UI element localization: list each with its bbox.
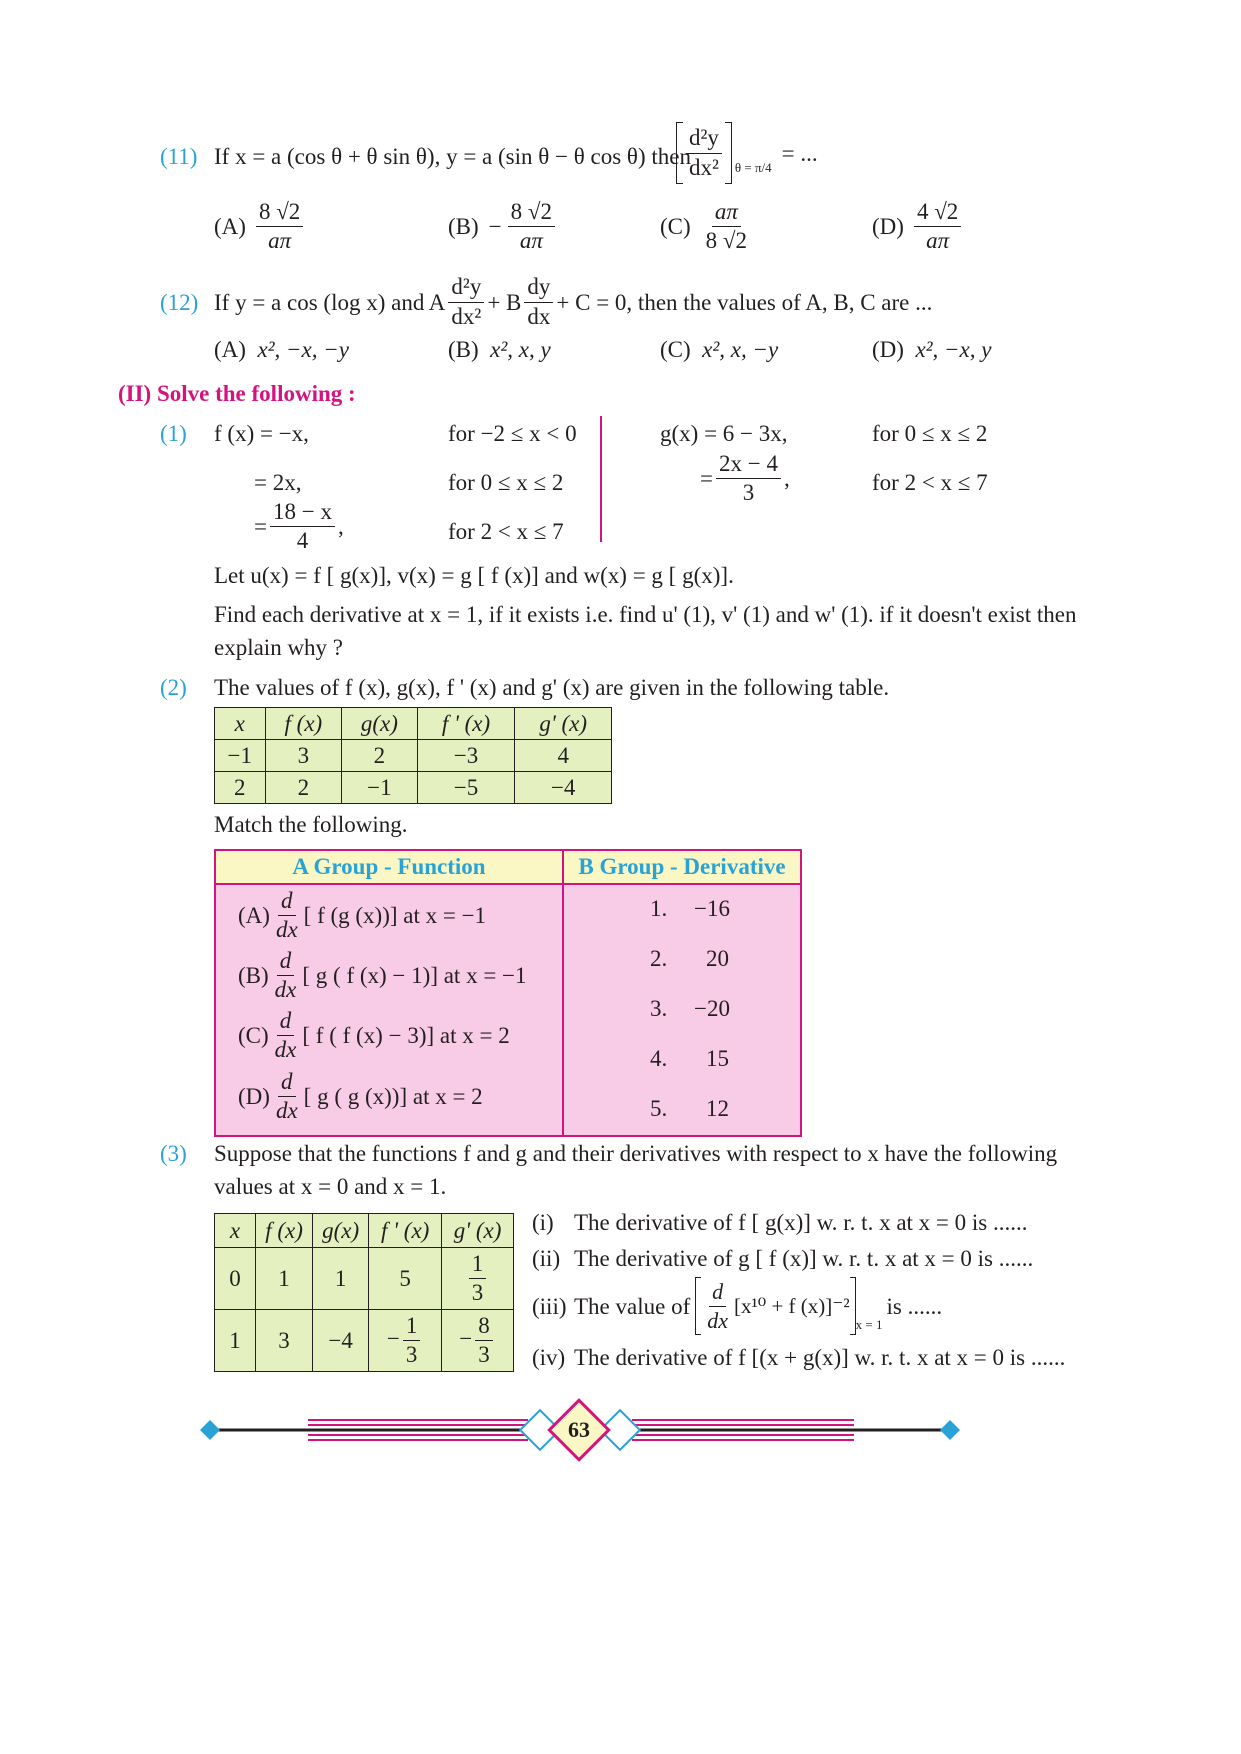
table-cell <box>442 1310 514 1372</box>
left-diamond-icon <box>200 1420 220 1440</box>
option-text: x², x, y <box>490 337 551 362</box>
table-cell: −1 <box>215 740 266 772</box>
p1-f-cond2: for 0 ≤ x ≤ 2 <box>448 470 564 495</box>
p3-value-table <box>214 1213 514 1372</box>
q12-stem-a: If y = a cos (log x) and A <box>214 289 446 315</box>
q12-option-a <box>214 338 349 361</box>
b-item-value: 15 <box>706 1046 729 1071</box>
q11-option-a <box>214 200 306 253</box>
table-header: f ' (x) <box>417 708 515 740</box>
option-sign: − <box>488 214 502 240</box>
a-item-label: (B) <box>238 963 269 989</box>
b-item <box>650 1047 667 1070</box>
sign: − <box>459 1325 473 1351</box>
option-num: 8 √2 <box>256 200 303 227</box>
q11-deriv-num: d²y <box>686 126 722 153</box>
option-label: (A) <box>214 214 246 240</box>
q11-derivative-expr <box>676 122 818 184</box>
p3-number: (3) <box>160 1141 187 1166</box>
frac-den: 3 <box>405 1342 418 1367</box>
p1-g-cond2: for 2 < x ≤ 7 <box>872 470 988 495</box>
table-cell: 1 <box>256 1248 313 1310</box>
table-cell: 3 <box>256 1310 313 1372</box>
b-item-number: 3. <box>650 996 668 1021</box>
option-text: x², −x, y <box>915 337 992 362</box>
d-num: d <box>277 1009 295 1036</box>
item-text: The derivative of g [ f (x)] w. r. t. x at x = 0 is ...... <box>574 1246 1034 1271</box>
frac-den: 3 <box>478 1342 490 1367</box>
q11-eval-at: θ = π/4 <box>734 159 772 175</box>
q12-mid: + B <box>487 289 522 315</box>
table-header: x <box>215 708 266 740</box>
option-label: (C) <box>660 337 691 362</box>
p3-item-i <box>532 1211 1027 1234</box>
divider <box>600 416 602 542</box>
a-item-label: (C) <box>238 1023 269 1049</box>
table-cell: 2 <box>265 772 342 804</box>
a-item-expr: [ f (g (x))] at x = −1 <box>303 903 487 929</box>
q12-option-c <box>660 338 778 361</box>
table-header: f (x) <box>256 1214 313 1248</box>
q12-stem-b: + C = 0, then the values of A, B, C are ... <box>556 289 933 315</box>
option-den: aπ <box>519 228 543 254</box>
table-cell <box>369 1310 442 1372</box>
f-piece3-den: 4 <box>296 528 309 554</box>
table-header: x <box>215 1214 256 1248</box>
match-header-b: B Group - Derivative <box>563 850 801 884</box>
q12-frac2-num: dy <box>524 275 553 302</box>
option-label: (B) <box>448 337 479 362</box>
option-den: aπ <box>926 228 950 254</box>
p2-value-table <box>214 707 612 804</box>
table-header: f (x) <box>265 708 342 740</box>
d-den: dx <box>274 977 297 1003</box>
item-expr: [x¹⁰ + f (x)]⁻² <box>734 1293 850 1318</box>
p2-intro: The values of f (x), g(x), f ' (x) and g' (x) are given in the following table. <box>214 675 890 700</box>
b-item-number: 1. <box>650 896 668 921</box>
option-num: 4 √2 <box>914 200 961 227</box>
option-den: aπ <box>268 228 292 254</box>
b-item <box>650 997 667 1020</box>
table-cell: 3 <box>265 740 342 772</box>
option-label: (B) <box>448 214 479 240</box>
table-cell: 0 <box>215 1248 256 1310</box>
p1-g-def: g(x) = 6 − 3x, <box>660 421 788 446</box>
p1-f-piece2: = 2x, <box>254 470 302 495</box>
table-cell: 1 <box>313 1248 369 1310</box>
q12-frac1-num: d²y <box>448 275 484 302</box>
q11-number: (11) <box>160 144 198 169</box>
item-label: (ii) <box>532 1246 561 1271</box>
option-text: x², −x, −y <box>257 337 349 362</box>
frac-num: 1 <box>469 1252 487 1279</box>
p3-intro2: values at x = 0 and x = 1. <box>214 1174 447 1199</box>
b-item-number: 5. <box>650 1096 668 1121</box>
q11-tail: = ... <box>781 140 818 166</box>
d-num: d <box>278 889 296 916</box>
table-header: f ' (x) <box>369 1214 442 1248</box>
a-item-label: (A) <box>238 903 270 929</box>
table-cell: −5 <box>417 772 515 804</box>
b-item-value: −20 <box>694 996 730 1021</box>
frac-num: 8 <box>475 1314 493 1341</box>
b-group-column <box>563 884 801 1136</box>
a-item <box>238 1009 510 1062</box>
p1-f-cond3: for 2 < x ≤ 7 <box>448 519 564 544</box>
q11-option-c <box>660 200 753 253</box>
option-text: x², x, −y <box>702 337 779 362</box>
option-den: 8 √2 <box>705 228 748 254</box>
section-heading: (II) Solve the following : <box>118 381 356 406</box>
table-header: g(x) <box>313 1214 369 1248</box>
table-cell: 1 <box>215 1310 256 1372</box>
frac-num: 1 <box>403 1314 421 1341</box>
q11-option-d <box>872 200 964 253</box>
a-item-expr: [ f ( f (x) − 3)] at x = 2 <box>302 1023 510 1049</box>
table-cell: 2 <box>342 740 417 772</box>
b-item-value: −16 <box>694 896 730 921</box>
p1-number: (1) <box>160 421 187 446</box>
table-cell: −4 <box>313 1310 369 1372</box>
table-cell: −4 <box>515 772 612 804</box>
option-label: (C) <box>660 214 691 240</box>
p1-f-piece3 <box>254 500 344 553</box>
table-cell: 2 <box>215 772 266 804</box>
item-text-a: The value of <box>574 1293 691 1319</box>
frac-den: 3 <box>471 1280 484 1305</box>
g-piece2-num: 2x − 4 <box>716 452 781 479</box>
d-den: dx <box>275 917 298 943</box>
p3-item-iv <box>532 1346 1065 1369</box>
d-den: dx <box>275 1098 298 1124</box>
p3-intro1: Suppose that the functions f and g and their derivatives with respect to x have the following <box>214 1141 1058 1166</box>
a-item-expr: [ g ( g (x))] at x = 2 <box>303 1084 483 1110</box>
p3-item-iii <box>532 1276 942 1336</box>
b-item-value: 12 <box>706 1096 729 1121</box>
a-item-expr: [ g ( f (x) − 1)] at x = −1 <box>302 963 527 989</box>
table-cell: −1 <box>342 772 417 804</box>
a-item <box>238 949 527 1002</box>
b-item <box>650 947 667 970</box>
p1-f-cond1: for −2 ≤ x < 0 <box>448 421 577 446</box>
p2-number: (2) <box>160 675 187 700</box>
table-cell: 4 <box>515 740 612 772</box>
table-header: g(x) <box>342 708 417 740</box>
p1-let-line: Let u(x) = f [ g(x)], v(x) = g [ f (x)] and w(x) = g [ g(x)]. <box>214 563 734 588</box>
item-label: (iii) <box>532 1293 567 1319</box>
a-item <box>238 889 486 942</box>
b-item <box>650 1097 667 1120</box>
q12-frac2-den: dx <box>527 303 551 329</box>
table-cell: −3 <box>417 740 515 772</box>
b-item <box>650 897 667 920</box>
item-label: (i) <box>532 1210 554 1235</box>
table-header: g' (x) <box>515 708 612 740</box>
p2-match-intro: Match the following. <box>214 812 408 837</box>
q12-option-b <box>448 338 551 361</box>
b-item-number: 4. <box>650 1046 668 1071</box>
p1-find-line2: explain why ? <box>214 635 344 660</box>
table-header: g' (x) <box>442 1214 514 1248</box>
item-sub: x = 1 <box>855 1316 883 1332</box>
equals: = <box>254 514 267 540</box>
q11-deriv-den: dx² <box>689 154 719 180</box>
d-num: d <box>709 1280 726 1306</box>
q12-stem <box>214 272 932 332</box>
option-label: (A) <box>214 337 246 362</box>
p1-find-line1: Find each derivative at x = 1, if it exists i.e. find u' (1), v' (1) and w' (1). if it doesn't exist then <box>214 602 1077 627</box>
option-label: (D) <box>872 214 904 240</box>
option-label: (D) <box>872 337 904 362</box>
p1-g-piece2 <box>700 452 790 505</box>
b-item-number: 2. <box>650 946 668 971</box>
q12-option-d <box>872 338 991 361</box>
table-cell <box>442 1248 514 1310</box>
match-header-a: A Group - Function <box>215 850 563 884</box>
comma: , <box>337 514 344 540</box>
item-text: The derivative of f [(x + g(x)] w. r. t. x at x = 0 is ...... <box>574 1345 1066 1370</box>
comma: , <box>783 466 790 492</box>
p1-f-def: f (x) = −x, <box>214 421 309 446</box>
d-num: d <box>278 1070 296 1097</box>
q12-number: (12) <box>160 290 199 315</box>
a-item <box>238 1070 483 1123</box>
option-num: aπ <box>712 200 741 227</box>
q11-stem: If x = a (cos θ + θ sin θ), y = a (sin θ − θ cos θ) then <box>214 144 691 169</box>
d-num: d <box>277 949 295 976</box>
item-text: The derivative of f [ g(x)] w. r. t. x at x = 0 is ...... <box>574 1210 1028 1235</box>
f-piece3-num: 18 − x <box>270 500 335 527</box>
d-den: dx <box>274 1037 297 1063</box>
item-text-b: is ...... <box>886 1293 943 1319</box>
match-table <box>214 849 802 1137</box>
item-label: (iv) <box>532 1345 566 1370</box>
a-group-column <box>215 884 563 1136</box>
g-piece2-den: 3 <box>742 480 755 506</box>
b-item-value: 20 <box>706 946 729 971</box>
equals: = <box>700 466 713 492</box>
p1-g-cond1: for 0 ≤ x ≤ 2 <box>872 421 988 446</box>
a-item-label: (D) <box>238 1084 270 1110</box>
d-den: dx <box>707 1307 728 1333</box>
p3-item-ii <box>532 1247 1033 1270</box>
q11-option-b <box>448 200 558 253</box>
right-diamond-icon <box>940 1420 960 1440</box>
page-number: 63 <box>568 1417 590 1442</box>
table-cell: 5 <box>369 1248 442 1310</box>
option-num: 8 √2 <box>508 200 555 227</box>
sign: − <box>386 1325 400 1351</box>
q12-frac1-den: dx² <box>451 303 482 329</box>
